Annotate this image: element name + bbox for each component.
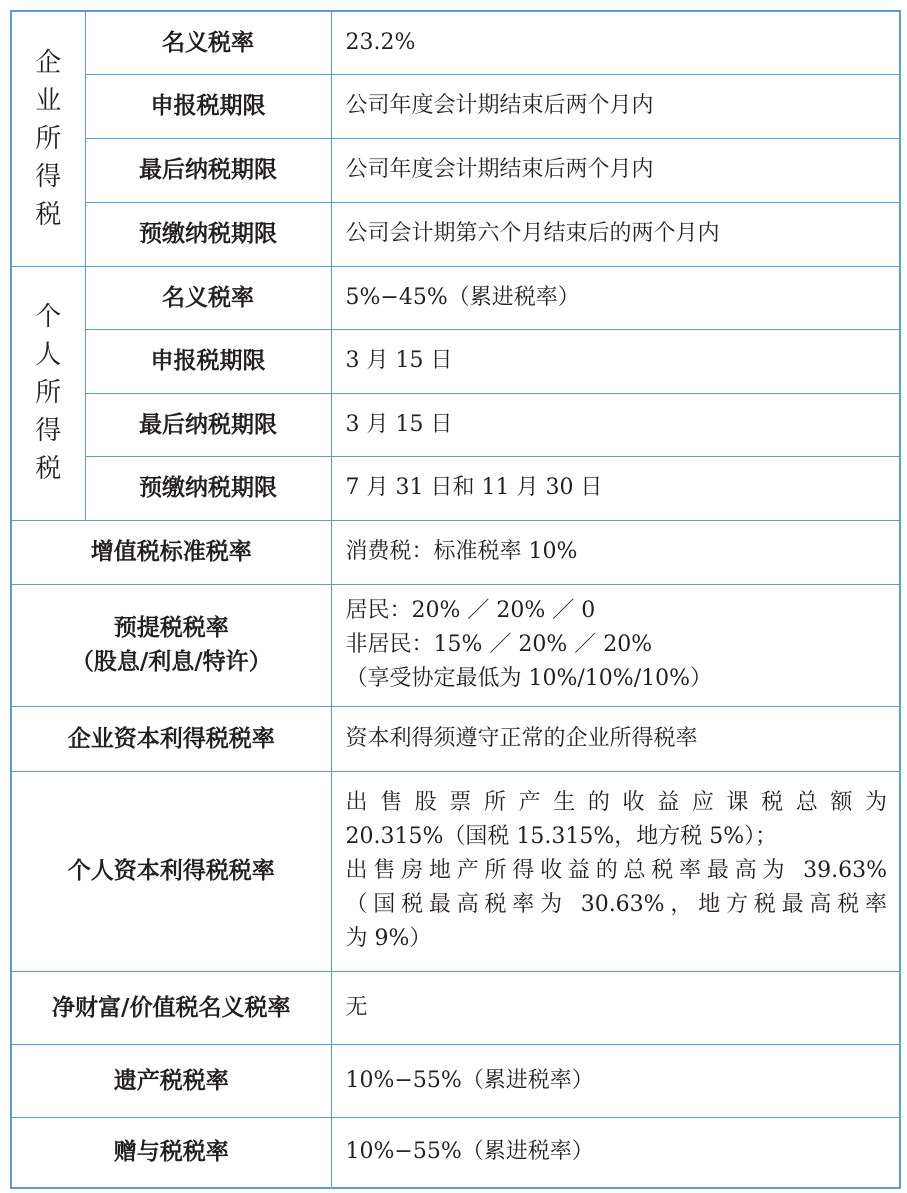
gift-value: 10%−55%（累进税率） — [331, 1117, 900, 1188]
row-label: 预缴纳税期限 — [85, 456, 331, 520]
inheritance-value: 10%−55%（累进税率） — [331, 1044, 900, 1117]
inheritance-label: 遗产税税率 — [11, 1044, 331, 1117]
row-value: 3 月 15 日 — [331, 393, 900, 456]
corporate-income-tax-group: 企 业 所 得 税 — [11, 11, 85, 266]
corp-capital-gains-label: 企业资本利得税税率 — [11, 706, 331, 771]
row-label: 最后纳税期限 — [85, 138, 331, 202]
table-row — [11, 1044, 900, 1117]
vat-value: 消费税：标准税率 10% — [331, 520, 900, 584]
row-label: 名义税率 — [85, 266, 331, 329]
individual-income-tax-group: 个 人 所 得 税 — [11, 266, 85, 520]
table-row — [11, 771, 900, 971]
withholding-value: 居民：20% ／ 20% ／ 0 非居民：15% ／ 20% ／ 20% （享受协定最低为 10%/10%/10%） — [331, 584, 900, 706]
table-row — [11, 74, 900, 138]
table-row — [11, 971, 900, 1044]
net-wealth-label: 净财富/价值税名义税率 — [11, 971, 331, 1044]
row-label: 名义税率 — [85, 11, 331, 74]
table-row — [11, 456, 900, 520]
net-wealth-value: 无 — [331, 971, 900, 1044]
table-row — [11, 202, 900, 266]
table-row — [11, 706, 900, 771]
row-label: 最后纳税期限 — [85, 393, 331, 456]
gift-label: 赠与税税率 — [11, 1117, 331, 1188]
table-row — [11, 393, 900, 456]
row-value: 23.2% — [331, 11, 900, 74]
row-value: 公司年度会计期结束后两个月内 — [331, 74, 900, 138]
table-row — [11, 11, 900, 74]
row-value: 3 月 15 日 — [331, 329, 900, 393]
row-label: 申报税期限 — [85, 329, 331, 393]
table-row — [11, 1117, 900, 1188]
row-value: 公司会计期第六个月结束后的两个月内 — [331, 202, 900, 266]
row-value: 5%−45%（累进税率） — [331, 266, 900, 329]
tax-table — [10, 10, 901, 1189]
indiv-capital-gains-label: 个人资本利得税税率 — [11, 771, 331, 971]
table-row — [11, 329, 900, 393]
withholding-label: 预提税税率 （股息/利息/特许） — [11, 584, 331, 706]
table-row — [11, 266, 900, 329]
indiv-capital-gains-value: 出售股票所产生的收益应课税总额为 20.315%（国税 15.315%，地方税 5%）； 出售房地产所得收益的总税率最高为 39.63% （国税最高税率为 30.63%，地方税最高税率 为 9%） — [331, 771, 900, 971]
row-value: 7 月 31 日和 11 月 30 日 — [331, 456, 900, 520]
corp-capital-gains-value: 资本利得须遵守正常的企业所得税率 — [331, 706, 900, 771]
row-label: 预缴纳税期限 — [85, 202, 331, 266]
table-row — [11, 138, 900, 202]
row-label: 申报税期限 — [85, 74, 331, 138]
table-row — [11, 520, 900, 584]
vat-label: 增值税标准税率 — [11, 520, 331, 584]
row-value: 公司年度会计期结束后两个月内 — [331, 138, 900, 202]
table-row — [11, 584, 900, 706]
